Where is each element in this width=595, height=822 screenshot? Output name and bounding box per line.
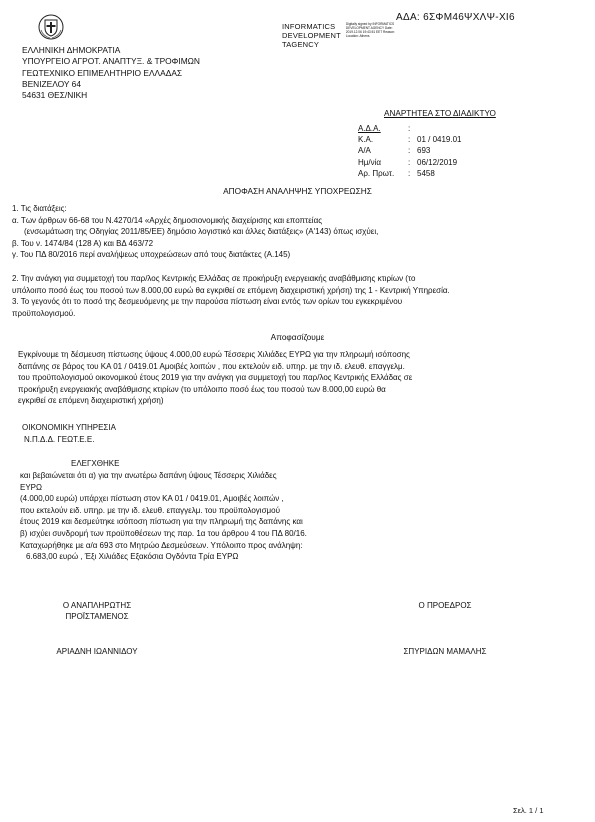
checked-heading: ΕΛΕΓΧΘΗΚΕ — [71, 459, 120, 468]
ada-value — [417, 124, 461, 135]
document-title: ΑΠΟΦΑΣΗ ΑΝΑΛΗΨΗΣ ΥΠΟΧΡΕΩΣΗΣ — [223, 186, 372, 196]
provision-line: υπόλοιπο ποσό έως του ποσού των 8.000,00 ευρώ θα εγκριθεί σε επόμενη διαχειριστική χρήση) της 1 - Κεντρική Υπηρεσία. — [12, 285, 450, 295]
digital-signature-stamp — [282, 22, 398, 49]
signature-title: Ο ΑΝΑΠΛΗΡΩΤΗΣ — [62, 601, 132, 610]
provision-line: 2. Την ανάγκη για συμμετοχή του παρ/λος Κεντρικής Ελλάδας σε προκήρυξη ενεργειακής αναβάθμισης κτιρίων (το — [12, 273, 416, 283]
provision-line: α. Των άρθρων 66-68 του Ν.4270/14 «Αρχές δημοσιονομικής διαχείρισης και εποπτείας — [12, 215, 323, 225]
page-number: Σελ. 1 / 1 — [513, 806, 544, 815]
provision-line: β. Του ν. 1474/84 (128 Α) και ΒΔ 463/72 — [12, 238, 154, 248]
colon: : — [408, 124, 411, 133]
decision-block — [18, 349, 412, 407]
signature-fine-print: Digitally signed by INFORMATICS DEVELOPMENT AGENCY Date: 2019.12.06 19:43:51 EET Reason: Location: Athens — [345, 22, 395, 38]
signature-line: DEVELOPMENT — [282, 31, 341, 40]
provision-line: γ. Του ΠΔ 80/2016 περί αναλήψεως υποχρεώσεων από τους διατάκτες (Α.145) — [12, 250, 291, 260]
table-row — [358, 158, 461, 169]
greek-emblem-icon — [38, 14, 64, 40]
service-line: Ν.Π.Δ.Δ. ΓΕΩΤ.Ε.Ε. — [24, 434, 95, 444]
service-line: ΟΙΚΟΝΟΜΙΚΗ ΥΠΗΡΕΣΙΑ — [22, 423, 116, 432]
reference-table — [358, 124, 461, 180]
verification-line: (4.000,00 ευρώ) υπάρχει πίστωση στον ΚΑ 01 / 0419.01, Αμοιβές λοιπών , — [20, 494, 284, 504]
protocol-label: Αρ. Πρωτ. — [358, 168, 395, 178]
sender-line: 54631 ΘΕΣ/ΝΙΚΗ — [22, 90, 88, 101]
table-row — [358, 146, 461, 157]
sender-line: ΥΠΟΥΡΓΕΙΟ ΑΓΡΟΤ. ΑΝΑΠΤΥΞ. & ΤΡΟΦΙΜΩΝ — [22, 56, 200, 67]
right-signature-title: Ο ΠΡΟΕΔΡΟΣ — [418, 601, 472, 610]
signature-line: INFORMATICS — [282, 22, 336, 31]
sender-line: ΕΛΛΗΝΙΚΗ ΔΗΜΟΚΡΑΤΙΑ — [22, 45, 121, 55]
provisions-block — [12, 203, 582, 319]
verification-line: έτους 2019 και δεσμεύτηκε ισόποση πίστωση για την πληρωμή της δαπάνης και — [20, 517, 303, 527]
publish-note: ΑΝΑΡΤΗΤΕΑ ΣΤΟ ΔΙΑΔΙΚΤΥΟ — [384, 109, 496, 118]
provision-line: 3. Το γεγονός ότι το ποσό της δεσμευόμενης με την παρούσα πίστωση είναι εντός των ορίων του εγκεκριμένου — [12, 297, 403, 307]
ada-code: ΑΔΑ: 6ΣΦΜ46ΨΧΛΨ-ΧΙ6 — [396, 12, 515, 23]
aa-label: Α/Α — [358, 146, 371, 156]
table-row — [358, 169, 461, 180]
decide-heading: Αποφασίζουμε — [270, 332, 325, 342]
verification-line: Καταχωρήθηκε με α/α 693 στο Μητρώο Δεσμεύσεων. Υπόλοιπο προς ανάληψη: — [20, 540, 303, 550]
colon: : — [408, 168, 411, 178]
verification-line: που εκτελούν ειδ. υπηρ. με την ιδ. ελευθ. επαγγελμ. του προϋπολογισμού — [20, 505, 280, 515]
provision-line: (ενσωμάτωση της Οδηγίας 2011/85/ΕΕ) δημόσιο λογιστικό και άλλες διατάξεις» (Α'143) όπως ισχύει, — [24, 227, 379, 237]
left-signature-title — [42, 600, 152, 623]
date-label: Ημ/νία — [358, 157, 382, 167]
decision-line: προκήρυξη ενεργειακής αναβάθμισης κτιρίων (το υπόλοιπο ποσό έως του ποσού των 8.000,00 ευρώ θα — [18, 384, 386, 394]
decision-line: δαπάνης σε βάρος του ΚΑ 01 / 0419.01 Αμοιβές λοιπών , που εκτελούν ειδ. υπηρ. με την ιδ. ελευθ. επαγγελμ. — [18, 361, 405, 371]
verification-block — [20, 470, 307, 563]
colon: : — [408, 157, 411, 167]
financial-service-block — [22, 422, 116, 445]
right-signer-name: ΣΠΥΡΙΔΩΝ ΜΑΜΑΛΗΣ — [403, 647, 487, 656]
verification-line: και βεβαιώνεται ότι α) για την ανωτέρω δαπάνη ύψους Τέσσερις Χιλιάδες — [20, 471, 277, 480]
table-row — [358, 124, 461, 135]
provision-line: 1. Τις διατάξεις: — [12, 204, 67, 213]
sender-line: ΒΕΝΙΖΕΛΟΥ 64 — [22, 78, 81, 89]
signature-line: TAGENCY — [282, 40, 320, 49]
verification-line: ΕΥΡΩ — [20, 482, 42, 492]
date-value: 06/12/2019 — [417, 157, 458, 167]
colon: : — [408, 146, 411, 156]
protocol-value: 5458 — [417, 168, 435, 178]
left-signer-name: ΑΡΙΑΔΝΗ ΙΩΑΝΝΙΔΟΥ — [56, 647, 138, 656]
sender-line: ΓΕΩΤΕΧΝΙΚΟ ΕΠΙΜΕΛΗΤΗΡΙΟ ΕΛΛΑΔΑΣ — [22, 67, 183, 78]
ada-label: Α.Δ.Α. — [358, 124, 381, 133]
decision-line: του προϋπολογισμού οικονομικού έτους 2019 για την ανάγκη για συμμετοχή του παρ/λος Κεντρικής Ελλάδας σε — [18, 373, 413, 383]
signature-title: ΠΡΟΪΣΤΑΜΕΝΟΣ — [65, 612, 129, 622]
sender-block — [22, 45, 200, 101]
decision-line: Εγκρίνουμε τη δέσμευση πίστωσης ύψους 4.000,00 ευρώ Τέσσερις Χιλιάδες ΕΥΡΩ για την πληρωμή ισόποσης — [18, 350, 410, 359]
colon: : — [408, 135, 411, 145]
ka-value: 01 / 0419.01 — [417, 135, 462, 145]
ka-label: Κ.Α. — [358, 135, 374, 145]
verification-line: 6.683,00 ευρώ , Έξι Χιλιάδες Εξακόσια Ογδόντα Τρία ΕΥΡΩ — [26, 552, 239, 562]
verification-line: β) ισχύει συνδρομή των προϋποθέσεων της παρ. 1α του άρθρου 4 του ΠΔ 80/16. — [20, 528, 307, 538]
aa-value: 693 — [417, 146, 431, 156]
decision-line: εγκριθεί σε επόμενη διαχειριστική χρήση) — [18, 396, 164, 406]
table-row — [358, 135, 461, 146]
provision-line: προϋπολογισμού. — [12, 308, 76, 318]
